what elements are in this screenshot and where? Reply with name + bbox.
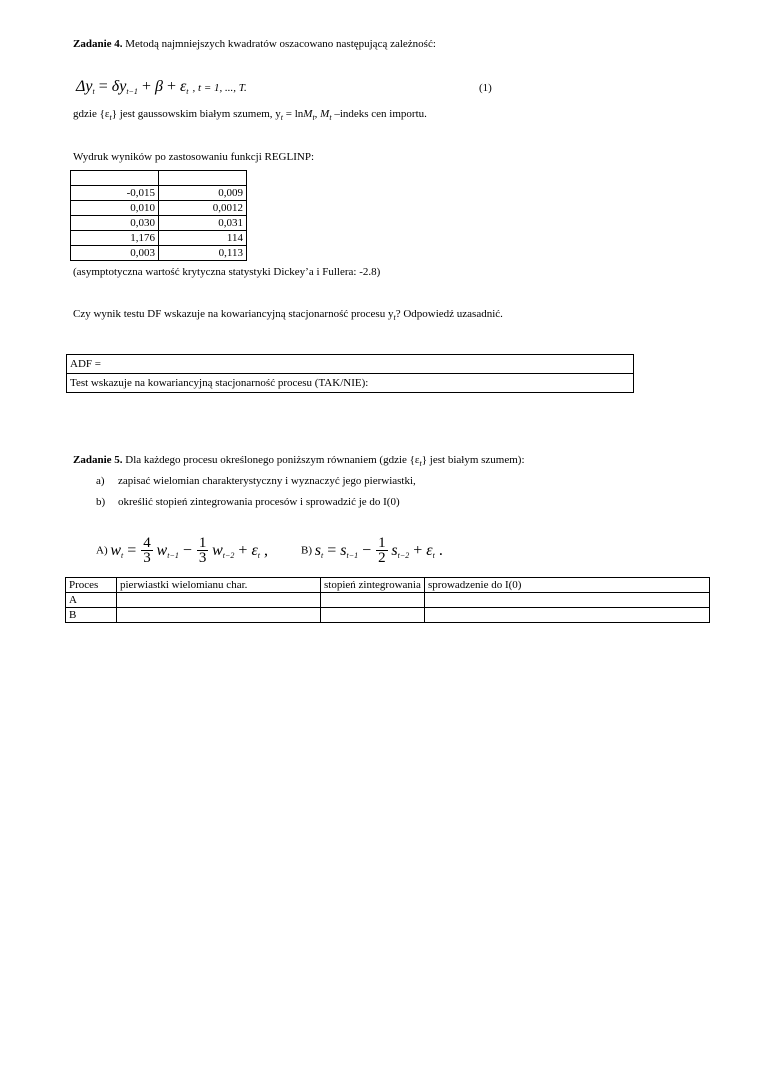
answer-test[interactable]: Test wskazuje na kowariancyjną stacjonarność procesu (TAK/NIE):	[67, 374, 634, 393]
z4-equation: $\Delta y_t = \delta y_{t-1} + \beta + \varepsilon_t$ , t = 1, ..., T.	[76, 78, 247, 96]
z4-critical-note: (asymptotyczna wartość krytyczna statystyki Dickey’a i Fullera: -2.8)	[73, 266, 381, 278]
z5-equation-b: B) $s_t = s_{t-1}$ − $\frac{1}{2}$ $s_{t-2} + \varepsilon_t$ .	[301, 535, 443, 566]
z4-intro: Metodą najmniejszych kwadratów oszacowano następującą zależność:	[125, 38, 436, 50]
z4-where: gdzie $\{\varepsilon_t\}$ jest gaussowskim białym szumem, $y_t = \ln M_t$, $M_t$ –indeks cen importu.	[73, 108, 427, 122]
z5-title: Zadanie 5.	[73, 454, 123, 466]
regression-cell	[71, 171, 159, 186]
z4-intro-line	[73, 38, 436, 51]
regression-cell: 0,009	[159, 186, 247, 201]
z5-item-a-marker: a)	[96, 475, 105, 487]
z5-item-b: określić stopień zintegrowania procesów i sprowadzić je do I(0)	[118, 496, 400, 508]
z5-table-header: Proces pierwiastki wielomianu char. stopień zintegrowania sprowadzenie do I(0)	[66, 578, 710, 593]
regression-cell: 0,113	[159, 246, 247, 261]
z5-intro-line: Zadanie 5. Dla każdego procesu określonego poniższym równaniem (gdzie $\{\varepsilon_t\}$ jest białym szumem):	[73, 454, 525, 468]
z5-item-a: zapisać wielomian charakterystyczny i wyznaczyć jego pierwiastki,	[118, 475, 416, 487]
regression-cell: 0,0012	[159, 201, 247, 216]
z5-equation-a: A) $w_t$ = $\frac{4}{3}$ $w_{t-1}$ − $\frac{1}{3}$ $w_{t-2} + \varepsilon_t$ ,	[96, 535, 268, 566]
z4-eq-number: (1)	[479, 82, 492, 94]
regression-cell: 0,031	[159, 216, 247, 231]
regression-row	[71, 201, 247, 216]
regression-row	[71, 216, 247, 231]
regression-cell: -0,015	[71, 186, 159, 201]
table-row: A	[66, 593, 710, 608]
regression-cell: 1,176	[71, 231, 159, 246]
regression-cell: 0,030	[71, 216, 159, 231]
z4-question: Czy wynik testu DF wskazuje na kowariancyjną stacjonarność procesu $y_t$? Odpowiedź uzasadnić.	[73, 308, 503, 322]
z4-title: Zadanie 4.	[73, 38, 123, 50]
z4-printout-label: Wydruk wyników po zastosowaniu funkcji REGLINP:	[73, 151, 315, 163]
regression-table	[70, 170, 247, 261]
z5-item-b-marker: b)	[96, 496, 106, 508]
regression-row	[71, 186, 247, 201]
regression-row	[71, 231, 247, 246]
z4-eq-range: , t = 1, ..., T.	[192, 82, 247, 94]
regression-cell: 0,003	[71, 246, 159, 261]
regression-cell: 0,010	[71, 201, 159, 216]
regression-row	[71, 171, 247, 186]
z4-answer-table	[66, 354, 634, 393]
table-row: B	[66, 608, 710, 623]
z5-table	[65, 577, 710, 623]
answer-adf[interactable]: ADF =	[67, 355, 634, 374]
regression-cell: 114	[159, 231, 247, 246]
regression-row	[71, 246, 247, 261]
regression-cell	[159, 171, 247, 186]
